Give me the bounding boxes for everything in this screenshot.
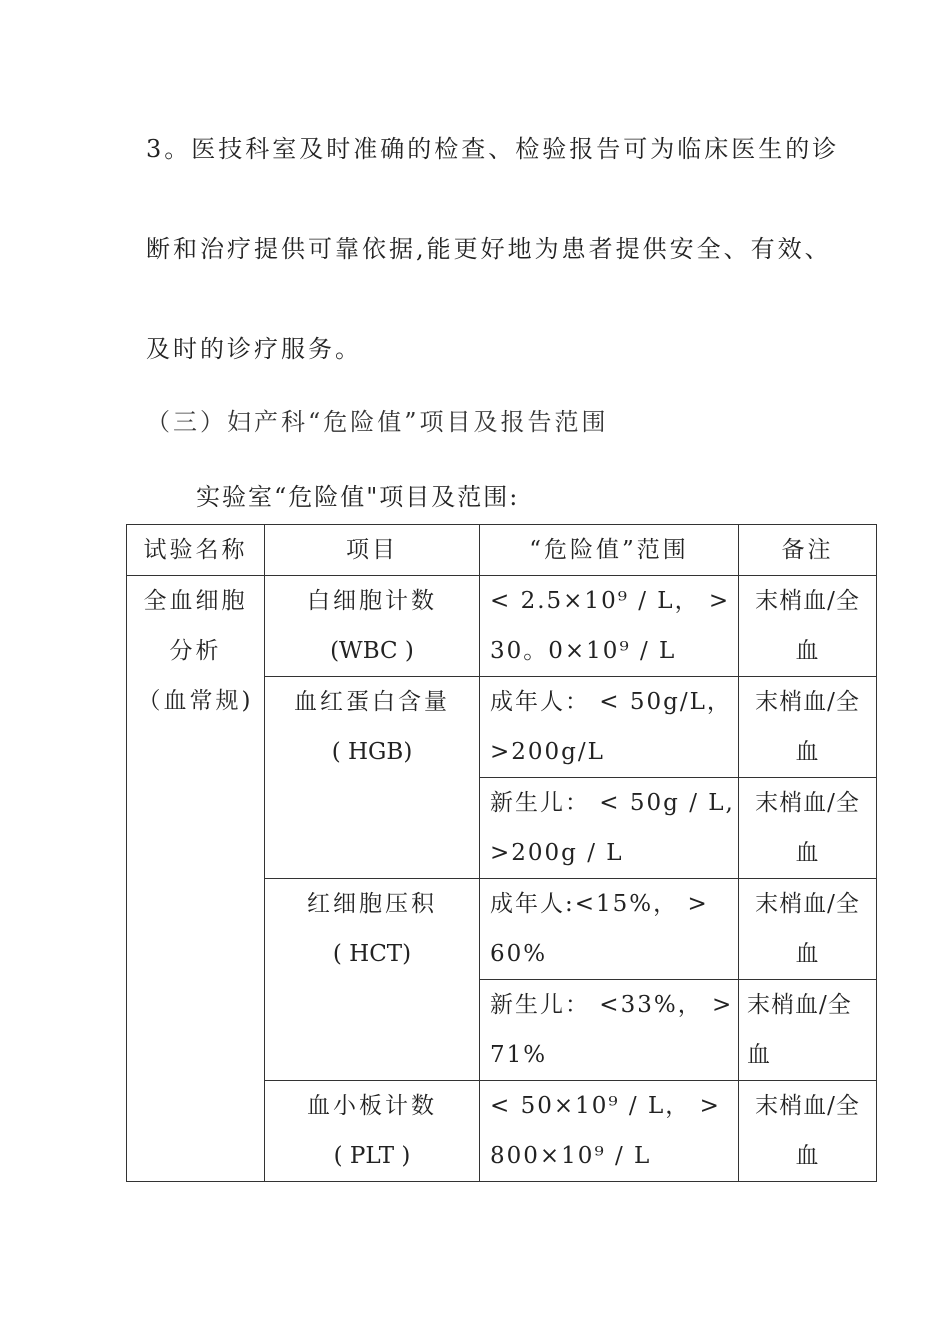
section-subheading: （三）妇产科“危险值”项目及报告范围 bbox=[146, 408, 609, 436]
test-name-line: 分析 bbox=[169, 638, 222, 664]
range-line: 800×10⁹ / L bbox=[490, 1143, 652, 1169]
header-test-name: 试验名称 bbox=[127, 525, 265, 576]
header-note: 备注 bbox=[739, 525, 877, 576]
note-cell bbox=[739, 980, 877, 1081]
test-name-line: 全血细胞 bbox=[143, 588, 248, 614]
note-cell bbox=[739, 576, 877, 677]
item-code: ( HCT) bbox=[332, 941, 412, 967]
range-line: 成年人： < 50g/L， bbox=[490, 689, 732, 715]
header-range: “危险值”范围 bbox=[480, 525, 739, 576]
note-line: 末梢血/全 bbox=[755, 588, 860, 614]
note-line: 血 bbox=[795, 840, 820, 866]
paragraph-line-3: 及时的诊疗服务。 bbox=[146, 335, 362, 363]
critical-values-table bbox=[126, 524, 877, 1182]
test-name-line: （血常规) bbox=[137, 688, 254, 714]
item-code: ( PLT ) bbox=[333, 1143, 411, 1169]
note-line: 末梢血/全 bbox=[755, 689, 860, 715]
range-line: 新生儿： <33%， > bbox=[490, 992, 734, 1018]
range-line: 30。0×10⁹ / L bbox=[490, 638, 677, 664]
range-cell bbox=[480, 576, 739, 677]
item-name: 白细胞计数 bbox=[307, 588, 437, 614]
note-line: 血 bbox=[795, 1143, 820, 1169]
item-cell-hct bbox=[265, 879, 480, 1081]
range-cell bbox=[480, 778, 739, 879]
note-line: 末梢血/全 bbox=[755, 790, 860, 816]
range-line: 60% bbox=[490, 941, 548, 967]
range-line: >200g/L bbox=[490, 739, 605, 765]
range-cell bbox=[480, 677, 739, 778]
range-line: 成年人:<15%， > bbox=[490, 891, 709, 917]
note-cell bbox=[739, 1081, 877, 1182]
note-line: 血 bbox=[795, 739, 820, 765]
paragraph-line-1: 3。医技科室及时准确的检查、检验报告可为临床医生的诊 bbox=[146, 135, 840, 163]
table-caption: 实验室“危险值"项目及范围: bbox=[196, 483, 520, 511]
note-cell bbox=[739, 778, 877, 879]
note-line: 血 bbox=[795, 941, 820, 967]
note-line: 血 bbox=[795, 638, 820, 664]
range-line: >200g / L bbox=[490, 840, 624, 866]
paragraph-line-2: 断和治疗提供可靠依据,能更好地为患者提供安全、有效、 bbox=[146, 235, 832, 263]
item-name: 血小板计数 bbox=[307, 1093, 437, 1119]
note-line: 末梢血/全 bbox=[755, 891, 860, 917]
test-name-cell bbox=[127, 576, 265, 1182]
item-name: 血红蛋白含量 bbox=[294, 689, 450, 715]
table-row bbox=[127, 576, 877, 677]
range-line: 新生儿： < 50g / L, bbox=[490, 790, 735, 816]
range-line: < 50×10⁹ / L， > bbox=[490, 1093, 721, 1119]
item-name: 红细胞压积 bbox=[307, 891, 437, 917]
item-code: ( HGB) bbox=[331, 739, 413, 765]
item-cell-hgb bbox=[265, 677, 480, 879]
note-cell bbox=[739, 879, 877, 980]
note-cell bbox=[739, 677, 877, 778]
note-line: 血 bbox=[747, 1042, 771, 1068]
header-item: 项目 bbox=[265, 525, 480, 576]
item-cell-plt bbox=[265, 1081, 480, 1182]
range-cell bbox=[480, 980, 739, 1081]
table-header-row bbox=[127, 525, 877, 576]
range-line: < 2.5×10⁹ / L， > bbox=[490, 588, 731, 614]
item-code: (WBC ) bbox=[330, 638, 414, 664]
item-cell-wbc bbox=[265, 576, 480, 677]
range-cell bbox=[480, 879, 739, 980]
range-line: 71% bbox=[490, 1042, 548, 1068]
note-line: 末梢血/全 bbox=[755, 1093, 860, 1119]
range-cell bbox=[480, 1081, 739, 1182]
note-line: 末梢血/全 bbox=[747, 992, 852, 1018]
